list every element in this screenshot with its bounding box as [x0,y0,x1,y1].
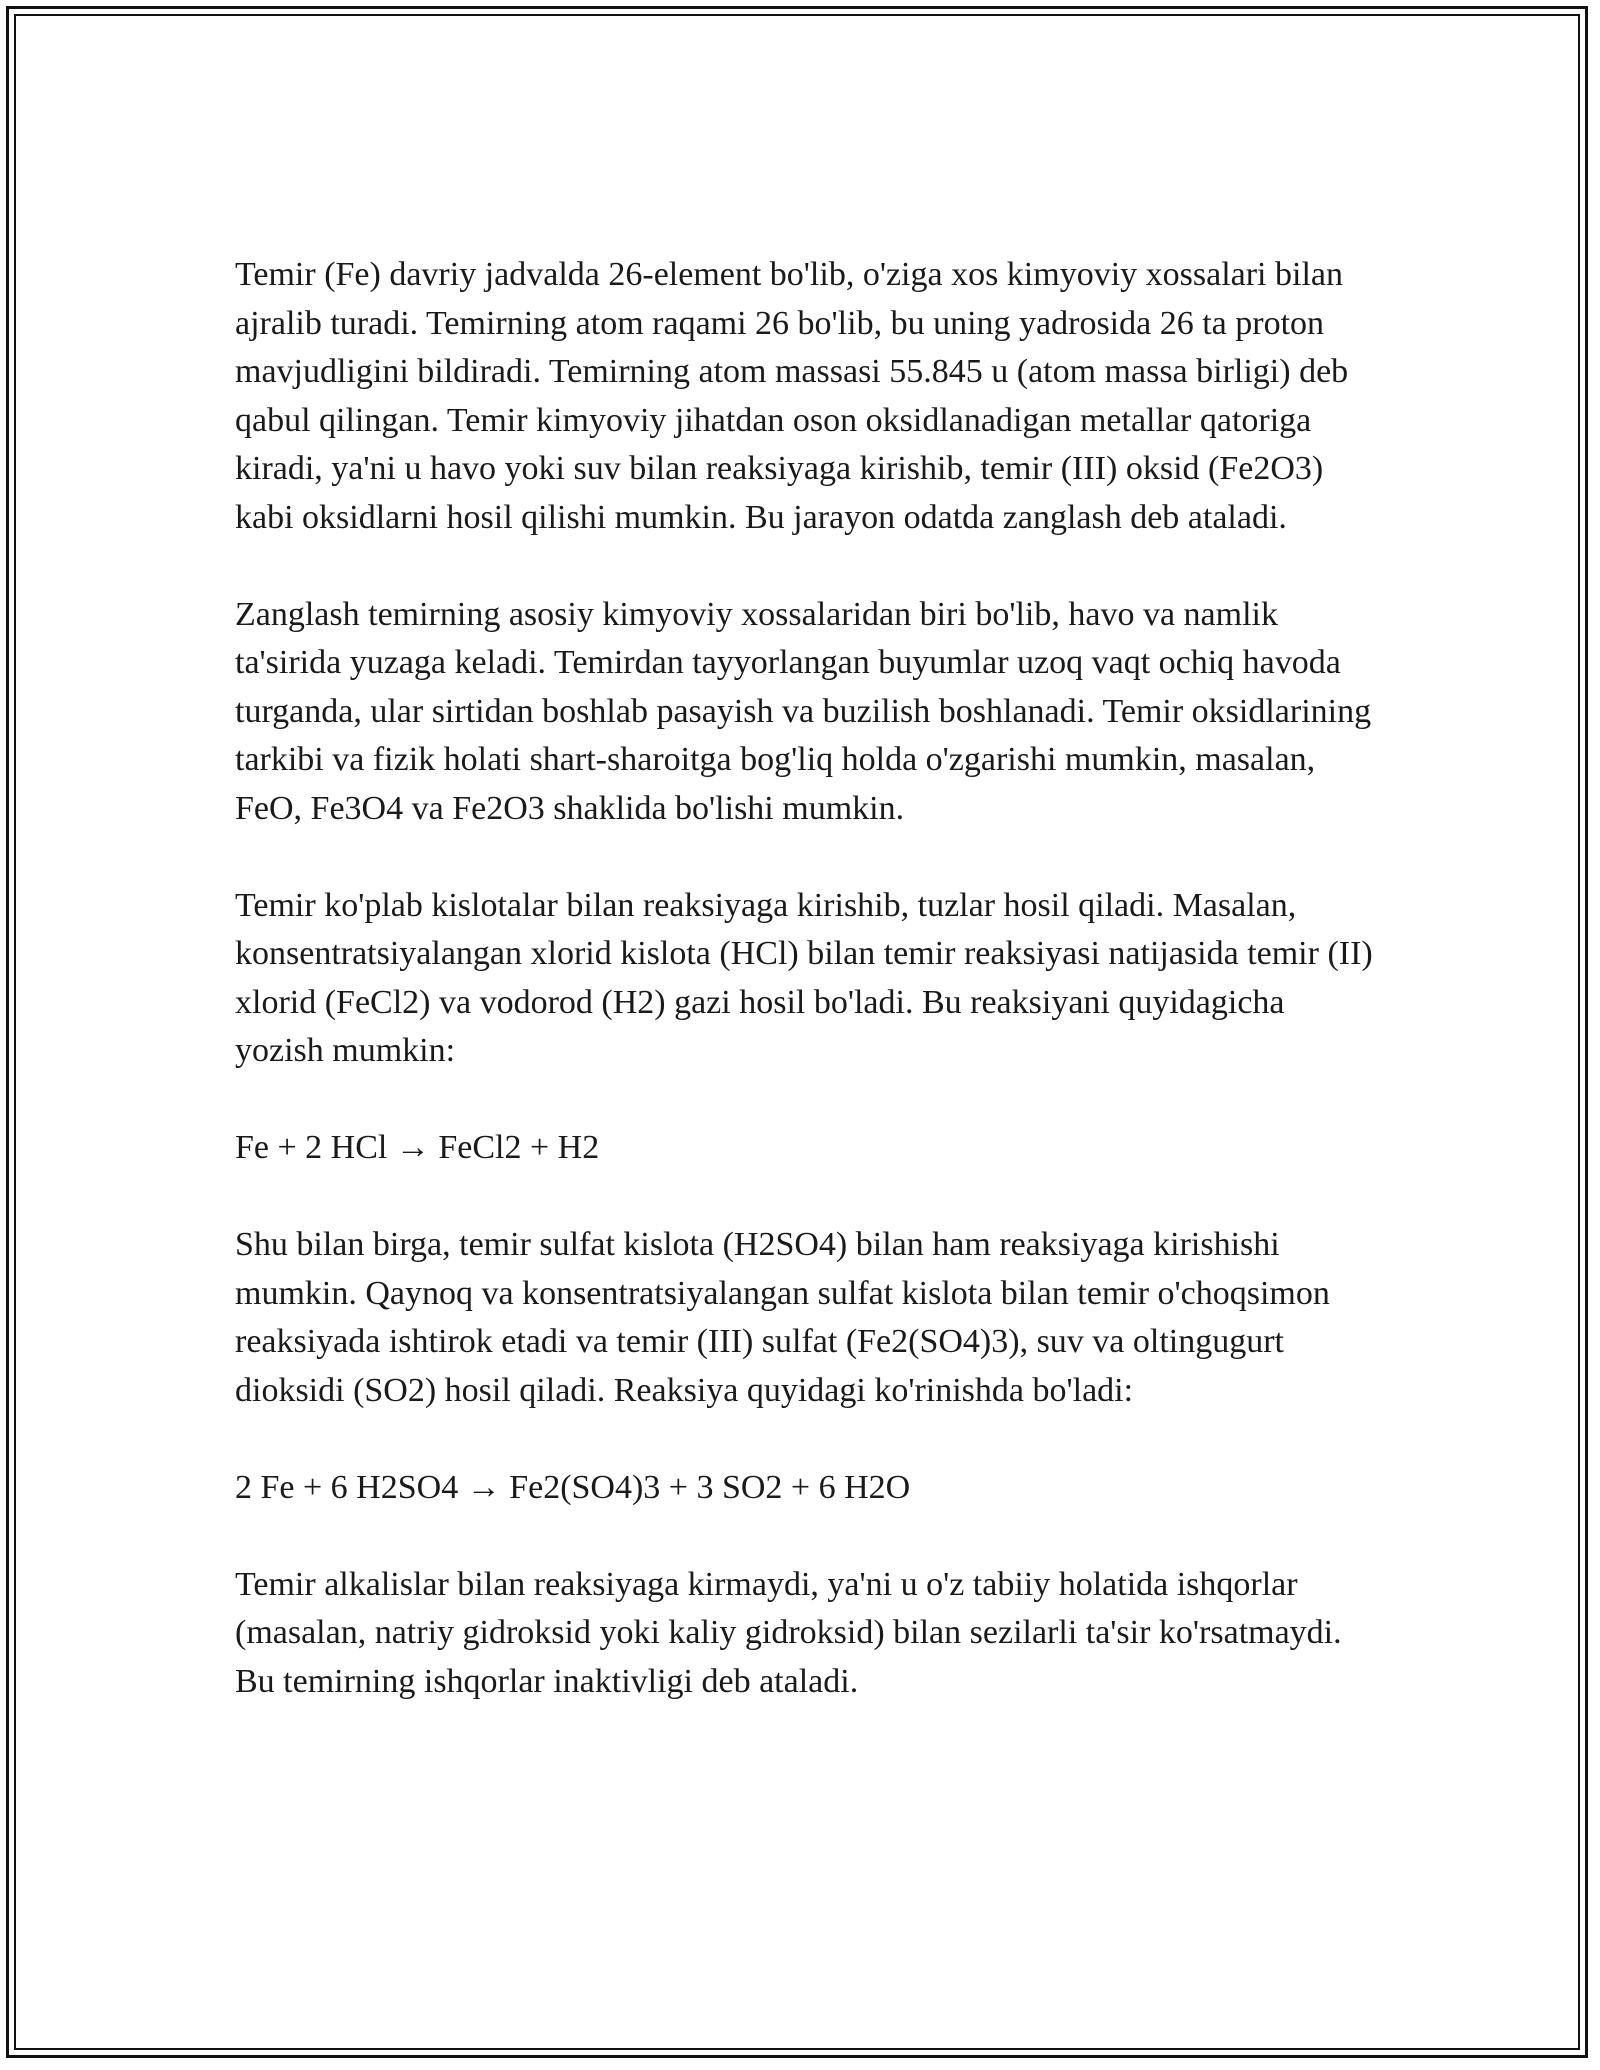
equation-h2so4: 2 Fe + 6 H2SO4 → Fe2(SO4)3 + 3 SO2 + 6 H2O [235,1468,911,1506]
paragraph-sulfuric-acid: Shu bilan birga, temir sulfat kislota (H2SO4) bilan ham reaksiyaga kirishishi mumkin. Qaynoq va konsentratsiyalangan sulfat kislota bilan temir o'choqsimon reaksiyada ishtirok etadi va temir (III) sulfat (Fe2(SO4)3), suv va oltingugurt dioksidi (SO2) hosil qiladi. Reaksiya quyidagi ko'rinishda bo'ladi: [235,1226,1330,1409]
equation-hcl: Fe + 2 HCl → FeCl2 + H2 [235,1129,600,1166]
paragraph-rusting: Zanglash temirning asosiy kimyoviy xossalaridan biri bo'lib, havo va namlik ta'sirida yuzaga keladi. Temirdan tayyorlangan buyumlar uzoq vaqt ochiq havoda turganda, ular sirtidan boshlab pasayish va buzilish boshlanadi. Temir oksidlarining tarkibi va fizik holati shart-sharoitga bog'liq holda o'zgarishi mumkin, masalan, FeO, Fe3O4 va Fe2O3 shaklida bo'lishi mumkin. [235,595,1372,827]
paragraph-alkali: Temir alkalislar bilan reaksiyaga kirmaydi, ya'ni u o'z tabiiy holatida ishqorlar (masalan, natriy gidroksid yoki kaliy gidroksid) bilan sezilarli ta'sir ko'rsatmaydi. Bu temirning ishqorlar inaktivligi deb ataladi. [235,1565,1342,1700]
paragraph-iron-overview: Temir (Fe) davriy jadvalda 26-element bo'lib, o'ziga xos kimyoviy xossalari bilan ajralib turadi. Temirning atom raqami 26 bo'lib, bu uning yadrosida 26 ta proton mavjudligini bildiradi. Temirning atom massasi 55.845 u (atom massa birligi) deb qabul qilingan. Temir kimyoviy jihatdan oson oksidlanadigan metallar qatoriga kiradi, ya'ni u havo yoki suv bilan reaksiyaga kirishib, temir (III) oksid (Fe2O3) kabi oksidlarni hosil qilishi mumkin. Bu jarayon odatda zanglash deb ataladi. [235,256,1349,536]
document-body [235,251,1375,1755]
paragraph-acid-reaction: Temir ko'plab kislotalar bilan reaksiyaga kirishib, tuzlar hosil qiladi. Masalan, konsentratsiyalangan xlorid kislota (HCl) bilan temir reaksiyasi natijasida temir (II) xlorid (FeCl2) va vodorod (H2) gazi hosil bo'ladi. Bu reaksiyani quyidagicha yozish mumkin: [235,886,1373,1069]
